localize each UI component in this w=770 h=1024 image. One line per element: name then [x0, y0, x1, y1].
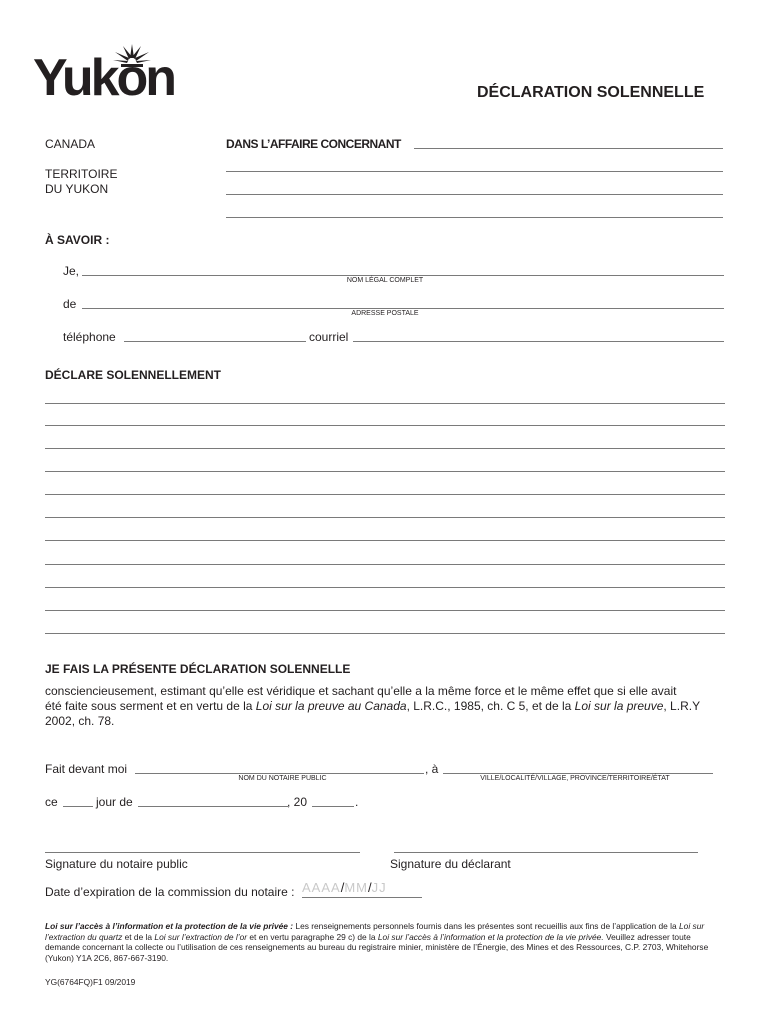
- date-separator-1: /: [340, 880, 345, 895]
- phone-label: téléphone: [63, 330, 116, 344]
- expiry-date-field[interactable]: [302, 881, 422, 897]
- notary-signature-input[interactable]: [45, 836, 360, 850]
- jour-label: jour de: [96, 795, 133, 809]
- year-line: [312, 806, 354, 807]
- matter-label: DANS L’AFFAIRE CONCERNANT: [226, 137, 401, 151]
- matter-line-2: [226, 171, 723, 172]
- law-quartz: Loi sur l’extraction du quartz: [45, 921, 705, 942]
- place-input[interactable]: [443, 759, 713, 773]
- notary-name-line: [135, 773, 424, 774]
- declaration-line: [45, 494, 725, 495]
- notary-signature-label: Signature du notaire public: [45, 857, 188, 871]
- expiry-line: [302, 897, 422, 898]
- savoir-heading: À SAVOIR :: [45, 233, 110, 247]
- declaration-line: [45, 403, 725, 404]
- declaration-line: [45, 471, 725, 472]
- matter-input-4[interactable]: [226, 203, 723, 217]
- ce-label: ce: [45, 795, 58, 809]
- phone-input[interactable]: [124, 327, 306, 341]
- declaration-input[interactable]: [45, 503, 725, 517]
- law-gold: Loi sur l’extraction de l’or: [154, 931, 248, 942]
- declaration-input[interactable]: [45, 434, 725, 448]
- declaration-input[interactable]: [45, 389, 725, 403]
- privacy-notice: [45, 921, 727, 963]
- declaration-input[interactable]: [45, 550, 725, 564]
- declaration-line: [45, 587, 725, 588]
- yukon-logo: [33, 42, 175, 107]
- year-input[interactable]: [312, 792, 354, 806]
- country-label: CANADA: [45, 137, 96, 151]
- statement-line-3: 2002, ch. 78.: [45, 714, 115, 728]
- privacy-heading: Loi sur l’accès à l’information et la protection de la vie privée :: [45, 921, 294, 931]
- notary-name-input[interactable]: [135, 759, 424, 773]
- logo-wordmark: Yukon: [33, 49, 175, 107]
- matter-line-3: [226, 194, 723, 195]
- expiry-day-placeholder: JJ: [371, 880, 387, 895]
- place-caption: VILLE/LOCALITÉ/VILLAGE, PROVINCE/TERRITOIRE/ÉTAT: [480, 775, 670, 782]
- notary-signature-line: [45, 852, 360, 853]
- declaration-input[interactable]: [45, 596, 725, 610]
- expiry-month-placeholder: MM: [344, 880, 368, 895]
- name-caption: NOM LÉGAL COMPLET: [346, 277, 424, 284]
- full-name-input[interactable]: [82, 261, 724, 275]
- page-title: DÉCLARATION SOLENNELLE: [477, 84, 705, 101]
- address-caption: ADRESSE POSTALE: [351, 310, 419, 317]
- declaration-input[interactable]: [45, 619, 725, 633]
- declaration-input[interactable]: [45, 411, 725, 425]
- statement-line-1: consciencieusement, estimant qu’elle est véridique et sachant qu’elle a la même force et le même effet que si elle avait: [45, 684, 677, 698]
- email-line: [353, 341, 724, 342]
- expiry-label: Date d’expiration de la commission du notaire :: [45, 885, 295, 899]
- declare-heading: DÉCLARE SOLENNELLEMENT: [45, 368, 222, 382]
- day-line: [63, 806, 93, 807]
- declaration-line: [45, 540, 725, 541]
- law-canada-evidence: Loi sur la preuve au Canada: [255, 699, 407, 713]
- at-label: , à: [425, 762, 439, 776]
- name-line: [82, 275, 724, 276]
- declarant-signature-label: Signature du déclarant: [390, 857, 511, 871]
- address-line: [82, 308, 724, 309]
- month-input[interactable]: [138, 792, 288, 806]
- statement-line-2: [45, 699, 735, 714]
- privacy-text-4: Veuillez adresser toute demande concernant la collecte ou l’utilisation de ces renseignements au bureau du registraire minier, ministère de l’Énergie, des Mines et des Ressources, C.P. 2703, Whitehorse (Yukon) Y1A 2C6, 867-667-3190.: [45, 931, 709, 963]
- privacy-text-2: et de la: [122, 931, 155, 942]
- declaration-input[interactable]: [45, 526, 725, 540]
- matter-line-1: [414, 148, 723, 149]
- privacy-text-1: Les renseignements personnels fournis dans les présentes sont recueillis aux fins de l’application de la: [293, 921, 680, 931]
- declaration-line: [45, 425, 725, 426]
- statement-heading: JE FAIS LA PRÉSENTE DÉCLARATION SOLENNELLE: [45, 662, 351, 676]
- statement-text-c: , L.R.Y: [663, 699, 701, 713]
- territory-label-1: TERRITOIRE: [45, 167, 118, 181]
- de-label: de: [63, 297, 77, 311]
- form-code: YG(6764FQ)F1 09/2019: [45, 977, 136, 987]
- privacy-text-3: et en vertu paragraphe 29 c) de la: [247, 931, 378, 942]
- matter-input-1[interactable]: [414, 134, 723, 148]
- statement-text-a: été faite sous serment et en vertu de la: [45, 699, 256, 713]
- je-label: Je,: [63, 264, 80, 278]
- month-line: [138, 806, 288, 807]
- declaration-line: [45, 610, 725, 611]
- declaration-line: [45, 517, 725, 518]
- before-label: Fait devant moi: [45, 762, 128, 776]
- matter-input-2[interactable]: [226, 157, 723, 171]
- law-yukon-evidence: Loi sur la preuve: [574, 699, 664, 713]
- statement-text-b: , L.R.C., 1985, ch. C 5, et de la: [406, 699, 575, 713]
- email-input[interactable]: [353, 327, 724, 341]
- notary-name-caption: NOM DU NOTAIRE PUBLIC: [238, 775, 327, 782]
- email-label: courriel: [309, 330, 349, 344]
- declaration-line: [45, 564, 725, 565]
- day-input[interactable]: [63, 792, 93, 806]
- expiry-year-placeholder: AAAA: [302, 880, 341, 895]
- place-line: [443, 773, 713, 774]
- phone-line: [124, 341, 306, 342]
- declaration-line: [45, 633, 725, 634]
- territory-label-2: DU YUKON: [45, 182, 109, 196]
- declarant-signature-line: [394, 852, 698, 853]
- declaration-line: [45, 448, 725, 449]
- matter-input-3[interactable]: [226, 180, 723, 194]
- matter-line-4: [226, 217, 723, 218]
- declaration-input[interactable]: [45, 573, 725, 587]
- law-atipp: Loi sur l’accès à l’information et la protection de la vie privée.: [377, 931, 604, 942]
- statement-paragraph: [45, 684, 735, 729]
- declaration-input[interactable]: [45, 480, 725, 494]
- mailing-address-input[interactable]: [82, 294, 724, 308]
- date-period: .: [355, 795, 359, 809]
- declarant-signature-input[interactable]: [394, 836, 698, 850]
- declaration-input[interactable]: [45, 457, 725, 471]
- year-prefix: , 20: [287, 795, 308, 809]
- date-separator-2: /: [367, 880, 372, 895]
